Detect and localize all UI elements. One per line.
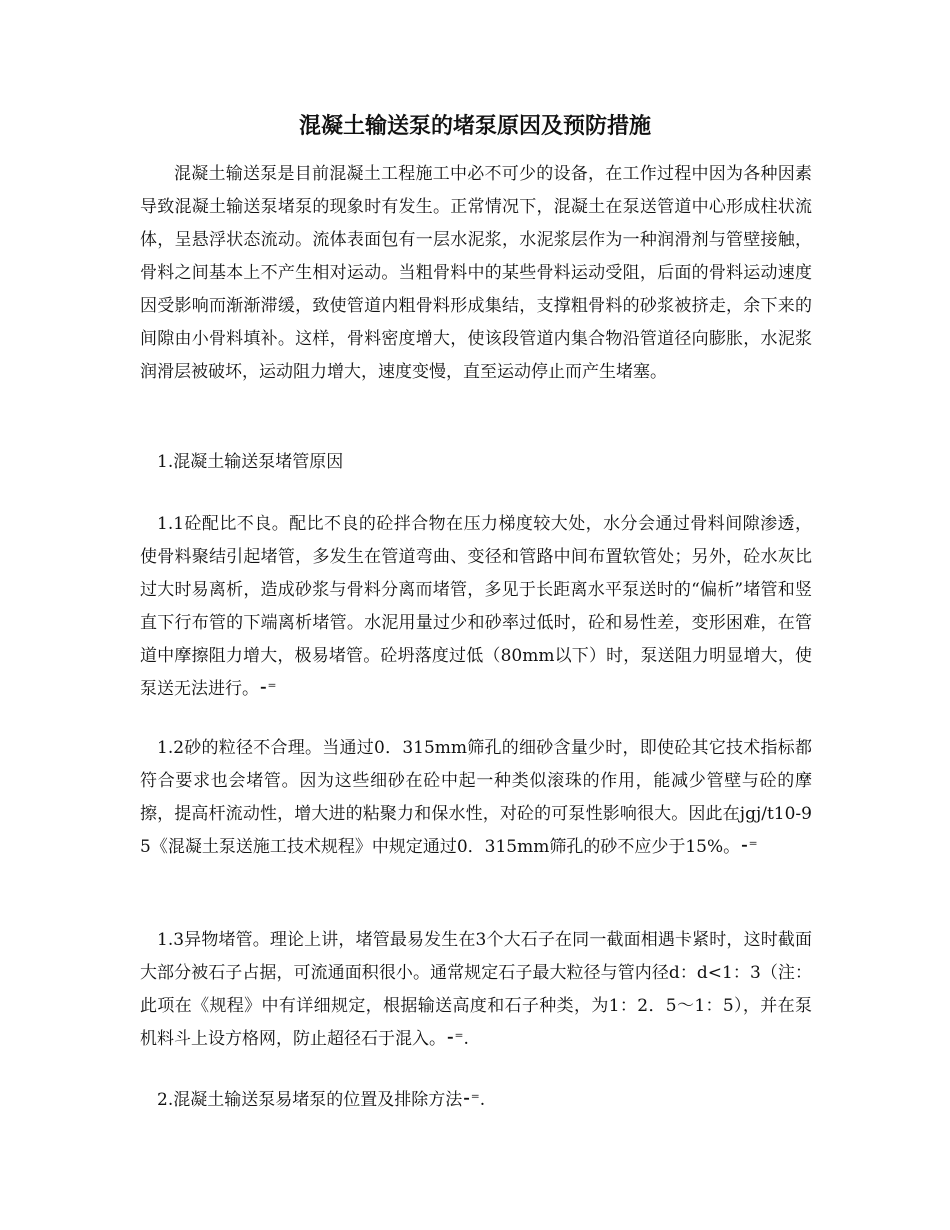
- intro-paragraph: 混凝土输送泵是目前混凝土工程施工中必不可少的设备，在工作过程中因为各种因素导致混凝土输送泵堵泵的现象时有发生。正常情况下，混凝土在泵送管道中心形成柱状流体，呈悬浮状态流动。流体表面包有一层水泥浆，水泥浆层作为一种润滑剂与管壁接触，骨料之间基本上不产生相对运动。当粗骨料中的某些骨料运动受阻，后面的骨料运动速度因受影响而渐渐滞缓，致使管道内粗骨料形成集结，支撑粗骨料的砂浆被挤走，余下来的间隙由小骨料填补。这样，骨料密度增大，使该段管道内集合物沿管道径向膨胀，水泥浆润滑层被破坏，运动阻力增大，速度变慢，直至运动停止而产生堵塞。: [140, 164, 812, 382]
- item-1-1-paragraph: 1.1砼配比不良。配比不良的砼拌合物在压力梯度较大处，水分会通过骨料间隙渗透，使骨料聚结引起堵管，多发生在管道弯曲、变径和管路中间布置软管处；另外，砼水灰比过大时易离析，造成砂浆与骨料分离而堵管，多见于长距离水平泵送时的“偏析”堵管和竖直下行布管的下端离析堵管。水泥用量过少和砂率过低时，砼和易性差，变形困难，在管道中摩擦阻力增大，极易堵管。砼坍落度过低（80mm以下）时，泵送阻力明显增大，使泵送无法进行。⁃⁼: [140, 514, 812, 699]
- document-title: 混凝土输送泵的堵泵原因及预防措施: [298, 114, 651, 139]
- item-1-2-paragraph: 1.2砂的粒径不合理。当通过0．315mm筛孔的细砂含量少时，即使砼其它技术指标都符合要求也会堵管。因为这些细砂在砼中起一种类似滚珠的作用，能减少管壁与砼的摩擦，提高杆流动性，增大进的粘聚力和保水性，对砼的可泵性影响很大。因此在jgj/t10-95《混凝土泵送施工技术规程》中规定通过0．315mm筛孔的砂不应少于15%。⁃⁼: [140, 738, 812, 857]
- section-2-heading: 2.混凝土输送泵易堵泵的位置及排除方法⁃⁼.: [157, 1090, 486, 1110]
- section-1-heading: 1.混凝土输送泵堵管原因: [157, 452, 344, 472]
- item-1-3-paragraph: 1.3异物堵管。理论上讲，堵管最易发生在3个大石子在同一截面相遇卡紧时，这时截面大部分被石子占据，可流通面积很小。通常规定石子最大粒径与管内径d：d<1：3（注：此项在《规程》中有详细规定，根据输送高度和石子种类，为1：2．5～1：5），并在泵机料斗上设方格网，防止超径石于混入。⁃⁼.: [140, 930, 812, 1049]
